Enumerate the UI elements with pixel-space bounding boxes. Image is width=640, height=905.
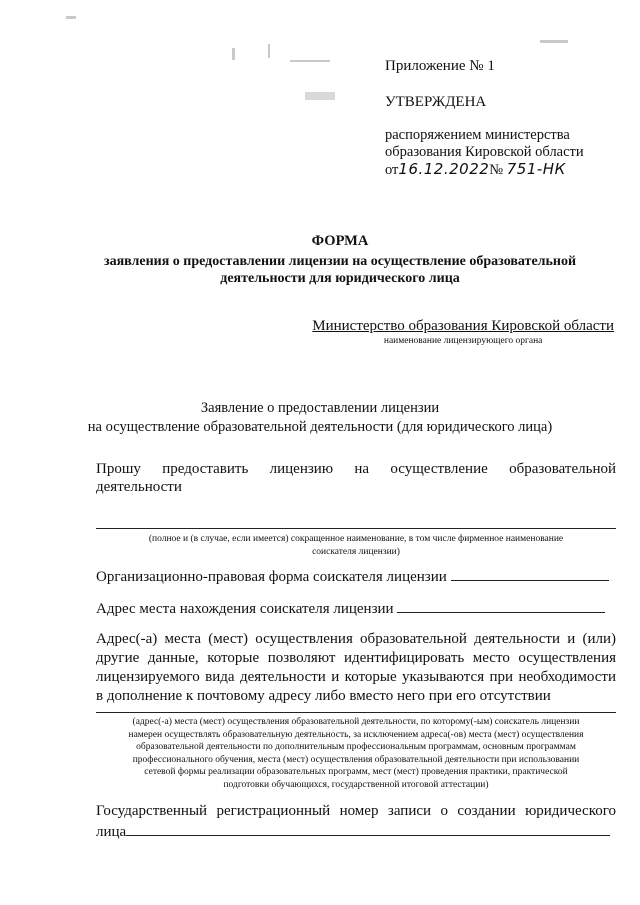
order-number-handwritten: 751-НК (506, 160, 566, 178)
address-input[interactable] (397, 598, 605, 613)
scan-artifact (232, 48, 235, 60)
application-heading-line-2: на осуществление образовательной деятельности (для юридического лица) (87, 419, 553, 435)
activity-places-caption (96, 716, 616, 791)
address-field (96, 598, 616, 618)
form-subtitle-line-2: деятельности для юридического лица (220, 271, 460, 286)
order-line-1: распоряжением министерства (385, 127, 570, 143)
activity-places-line-2: другие данные, которые позволяют идентифицировать место осуществления (96, 650, 616, 666)
places-caption-line-1: (адрес(-а) места (мест) осуществления образовательной деятельности, по которому(-ым) соискатель лицензии (132, 717, 580, 727)
legal-form-field (96, 566, 616, 586)
applicant-name-caption-line-1: (полное и (в случае, если имеется) сокращенное наименование, в том числе фирменное наименование (148, 534, 564, 544)
registration-input[interactable] (126, 821, 610, 836)
request-line-1: Прошу предоставить лицензию на осуществление образовательной (96, 461, 616, 477)
application-heading (20, 399, 620, 437)
authority-caption: наименование лицензирующего органа (383, 336, 543, 346)
scan-artifact (305, 92, 335, 100)
form-title: ФОРМА (311, 233, 369, 249)
applicant-name-line[interactable] (96, 528, 616, 529)
registration-field (96, 802, 616, 842)
legal-form-label: Организационно-правовая форма соискателя лицензии (96, 569, 447, 585)
order-line-3 (385, 161, 584, 179)
places-caption-line-5: сетевой формы реализации образовательных программ, мест (мест) проведения практики, практической (144, 767, 568, 777)
appendix-label: Приложение № 1 (385, 58, 495, 74)
authority-name: Министерство образования Кировской области (312, 318, 614, 334)
legal-form-input[interactable] (451, 566, 609, 581)
scan-artifact (268, 44, 270, 58)
registration-line-1: Государственный регистрационный номер записи о создании юридического (96, 803, 616, 819)
order-date-handwritten: 16.12.2022 (398, 160, 490, 178)
licensing-authority (312, 318, 614, 346)
registration-line-2 (96, 821, 616, 842)
application-heading-line-1: Заявление о предоставлении лицензии (200, 400, 440, 416)
scan-artifact (540, 40, 568, 43)
places-caption-line-6: подготовки обучающихся, государственной итоговой аттестации) (223, 779, 489, 790)
order-prefix: от (385, 162, 399, 178)
applicant-name-caption-line-2: соискателя лицензии) (312, 546, 400, 557)
order-number-sign: № (489, 162, 504, 178)
request-line-2: деятельности (96, 479, 182, 495)
order-line-2: образования Кировской области (385, 144, 584, 160)
scan-artifact (66, 16, 76, 19)
places-caption-line-3: образовательной деятельности по дополнительным профессиональным программам, основным программам (136, 742, 576, 752)
activity-places-text (96, 630, 616, 706)
approved-label: УТВЕРЖДЕНА (385, 94, 487, 110)
registration-label-end: лица (96, 824, 127, 840)
form-subtitle-line-1: заявления о предоставлении лицензии на осуществление образовательной (103, 254, 577, 269)
applicant-name-caption (96, 533, 616, 558)
scan-artifact (290, 60, 330, 62)
places-caption-line-2: намерен осуществлять образовательную деятельность, за исключением адреса(-ов) места (мест) осуществления (128, 729, 584, 740)
activity-places-line-3: лицензируемого вида деятельности и которые указываются при необходимости (96, 669, 616, 685)
form-subtitle (60, 253, 620, 287)
activity-places-line[interactable] (96, 712, 616, 713)
approval-order (385, 127, 584, 179)
activity-places-line-1: Адрес(-а) места (мест) осуществления образовательной деятельности и (или) (96, 631, 616, 647)
places-caption-line-4: профессионального обучения, места (мест) осуществления образовательной деятельности при использовании (132, 754, 580, 765)
address-label: Адрес места нахождения соискателя лицензии (96, 601, 394, 617)
activity-places-line-4: в дополнение к почтовому адресу либо вместо него при его отсутствии (96, 688, 551, 704)
